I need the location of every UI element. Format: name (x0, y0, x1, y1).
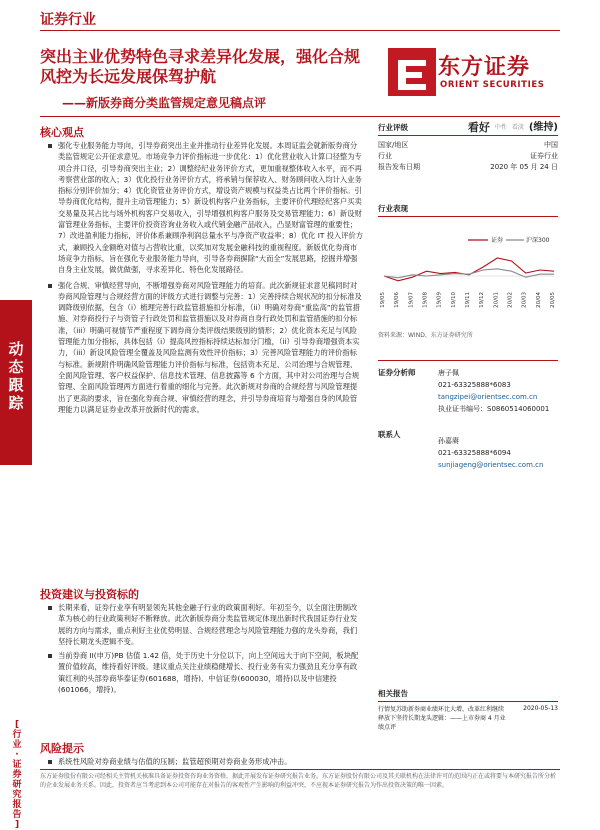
chart-title: 行业表现 (378, 203, 558, 217)
chart-ticks (380, 292, 556, 308)
invest-paragraph: 当前券商 II(申万)PB 估值 1.42 倍，处于历史十分位以下，向上空间远大于向下空间，板块配置价值较高，维持看好评级。建议重点关注业绩稳健增长、投行业务有实力强劲且充分享有政策红利的头部券商华泰证券(601688，增持)、中信证券(600030，增持)以及中信建投(601066，增持)。 (48, 650, 364, 695)
report-title: 突出主业优势特色寻求差异化发展，强化合规风控为长远发展保驾护航 (40, 47, 361, 86)
related-block (378, 688, 558, 732)
risk-paragraph: 系统性风险对券商业绩与估值的压制；监管超预期对券商业务形成冲击。 (48, 756, 364, 767)
x-tick-label: 19/05 (380, 292, 386, 308)
top-divider (40, 30, 560, 31)
contact-label: 联系人 (378, 430, 401, 439)
core-paragraph: 强化专业服务能力导向，引导券商突出主业并推动行业差异化发展。本周证监会就新版券商分类监管规定公开征求意见。市场竞争力评价指标进一步优化：1）优化营业收入计算口径整为专项合并口径，引导券商突出主业；2）调整经纪业务评价方式，更加重视整体收入水平，而不再考察营业部的收入；3）优化投行业务评价方式，将承销与保荐收入、财务顾问收入均计入业务指标分别评价加分；4）优化资管业务评价方式，增设资产规模与权益类占比两个评价指标。引导券商优化结构，提升主动管理能力；5）新设机构客户业务指标，主要评价代理经纪客户买卖交易量及其占比与场外机构客户交易收入，引导增强机构客户服务及交易管理能力；6）新设财富管理业务指标，主要评价投资咨询业务收入或代销金融产品收入，凸显财富管理的重要性；7）改进盈利能力指标，评价体系兼顾净利润总量水平与净资产收益率；8）优化 IT 投入评价方式，兼顾投入金额绝对值与占营收比重，以奖加对发展金融科技的重视程度。新版优化券商市场竞争力指标，旨在强化专业服务能力导向，引导各券商摒除“大而全”发展思路，挖掘并增强自身主业发展，做优做强，寻求差异化、特色化发展路径。 (48, 140, 364, 276)
legend-label-a: 证券 (491, 237, 504, 244)
rating-block (378, 122, 558, 173)
info-row: 国家/地区 中国 (378, 141, 558, 149)
chart-lines (384, 258, 554, 281)
sidebar (0, 0, 32, 830)
contact-phone: 021-63325888*6094 (438, 449, 511, 457)
analyst-block (378, 360, 558, 471)
related-link[interactable]: 行情复苏助新券商业绩环比大增，改革红利继续释放下坚持长期龙头逻辑：——上市券商 4 月业绩点评 (378, 706, 506, 731)
x-tick-label: 19/10 (450, 292, 457, 308)
analyst-phone: 021-63325888*6083 (438, 381, 511, 389)
legend-label-b: 沪深300 (526, 237, 550, 244)
x-tick-label: 20/03 (521, 292, 528, 308)
rating-label: 行业评级 (378, 123, 408, 132)
sidebar-bottom-text: [ 行 业 · 证 券 研 究 报 告 ] (12, 720, 22, 830)
invest-body (48, 602, 364, 696)
rating-value: 看好 (467, 121, 490, 134)
title-divider (40, 116, 560, 117)
invest-paragraph: 长期来看，证券行业享有明显领先其他金融子行业的政策面利好。年初至今，以全面注册制改革为核心的行业政策利好不断释放。此次新版券商分类监管规定体现出新时代我国证券行业发展的方向与需求，重点利好主业优势明显、合规经营理念与风险管理能力强的龙头券商，我们坚持长期龙头逻辑不变。 (48, 602, 364, 647)
x-tick-label: 20/01 (493, 292, 500, 308)
report-category: 证券行业 (40, 12, 96, 28)
logo-mark-icon (388, 48, 436, 96)
x-tick-label: 20/05 (550, 292, 556, 308)
x-tick-label: 19/07 (408, 292, 415, 308)
x-tick-label: 19/09 (436, 292, 443, 308)
section-core-heading: 核心观点 (40, 126, 84, 139)
rating-maintain: (维持) (528, 122, 558, 133)
x-tick-label: 20/02 (507, 292, 514, 308)
core-paragraph: 强化合规、审慎经营导向，不断增强券商对风险管理能力的培育。此次新规征求意见稿同时对券商风险管理与合规经营方面的评级方式进行调整与完善：1）完善持续合规状况的扣分标准及调降级别依据，包含（i）梳理完善行政监管措施扣分标准，（ii）明确对券商“重监高”的监管措施、对券商投行子与资管子行政处罚和监管措施以及对券商自身行政处罚和监管措施的扣分标准，（iii）明确可视情节严重程度下调券商分类评级结果级别的情形；2）优化资本充足与风险管理能力加分指标，具体包括（i）提高风控指标持续达标加分门槛，（ii）引导券商增强资本实力，（iii）新设风险管理全覆盖及风险监测有效性评价指标；3）完善风险管理能力的评价指标与标准。新规附件明确风险管理能力评价指标与标准，包括资本充足、公司治理与合规管理、全面风险管理、客户权益保护、信息技术管理、信息披露等 6 个方面，其中对公司治理与合规管理、全面风险管理两方面进行着重的细化与完善。此次新规对券商的合规经营与风险管理提出了更高的要求，旨在强化券商合规、审慎经营的理念，并引导券商培育与增强自身的风险管理能力以满足证券业改革开放新时代的需求。 (48, 280, 364, 416)
chart-svg (378, 232, 558, 322)
related-label: 相关报告 (378, 688, 558, 702)
rating-neutral: 中性 (494, 124, 507, 131)
x-tick-label: 19/12 (479, 292, 486, 308)
sidebar-band-text: 动 态 跟 踪 (8, 340, 24, 412)
analyst-name: 唐子佩 (438, 369, 459, 377)
x-tick-label: 20/04 (535, 292, 542, 308)
series-line-1 (384, 269, 554, 278)
contact-name: 孙嘉赓 (438, 437, 459, 445)
brand-logo (388, 48, 578, 98)
section-risk-heading: 风险提示 (40, 742, 84, 755)
chart-source: 资料来源：WIND、东方证券研究所 (378, 332, 473, 339)
analyst-license: 执业证书编号：S0860514060001 (438, 405, 550, 413)
x-tick-label: 19/06 (394, 292, 401, 308)
report-subtitle: ——新版券商分类监管规定意见稿点评 (62, 96, 267, 110)
info-row: 行业 证券行业 (378, 152, 558, 160)
contact-email[interactable]: sunjiageng@orientsec.com.cn (438, 461, 544, 469)
logo-text-cn: 东方证券 (438, 55, 531, 80)
analyst-email[interactable]: tangzipei@orientsec.com.cn (438, 393, 538, 401)
core-body (48, 140, 364, 416)
info-row: 报告发布日期 2020 年 05 月 24 日 (378, 163, 558, 171)
related-date: 2020-05-13 (523, 705, 558, 712)
section-invest-heading: 投资建议与投资标的 (40, 588, 139, 601)
footer-divider (40, 769, 560, 770)
logo-text-en: ORIENT SECURITIES (440, 80, 545, 90)
rating-bearish: 看淡 (511, 124, 524, 131)
industry-chart (378, 232, 558, 322)
x-tick-label: 19/11 (465, 292, 471, 308)
risk-body (48, 756, 364, 768)
chart-title-block (378, 203, 558, 217)
x-tick-label: 19/08 (422, 292, 429, 308)
analyst-label: 证券分析师 (378, 368, 416, 377)
footer-disclaimer: 东方证券股份有限公司经相关主管机关核准具备证券投资咨询业务资格，据此开展发布证券研究报告业务。东方证券股份有限公司及其关联机构在法律许可的范围内正在或将要与本研究报告所分析的企业发展业务关系。因此，投资者应当考虑到本公司可能存在对报告的客观性产生影响的利益冲突，不应视本证券研究报告为作出投资决策的唯一因素。 (40, 773, 557, 789)
series-line-0 (384, 258, 554, 281)
